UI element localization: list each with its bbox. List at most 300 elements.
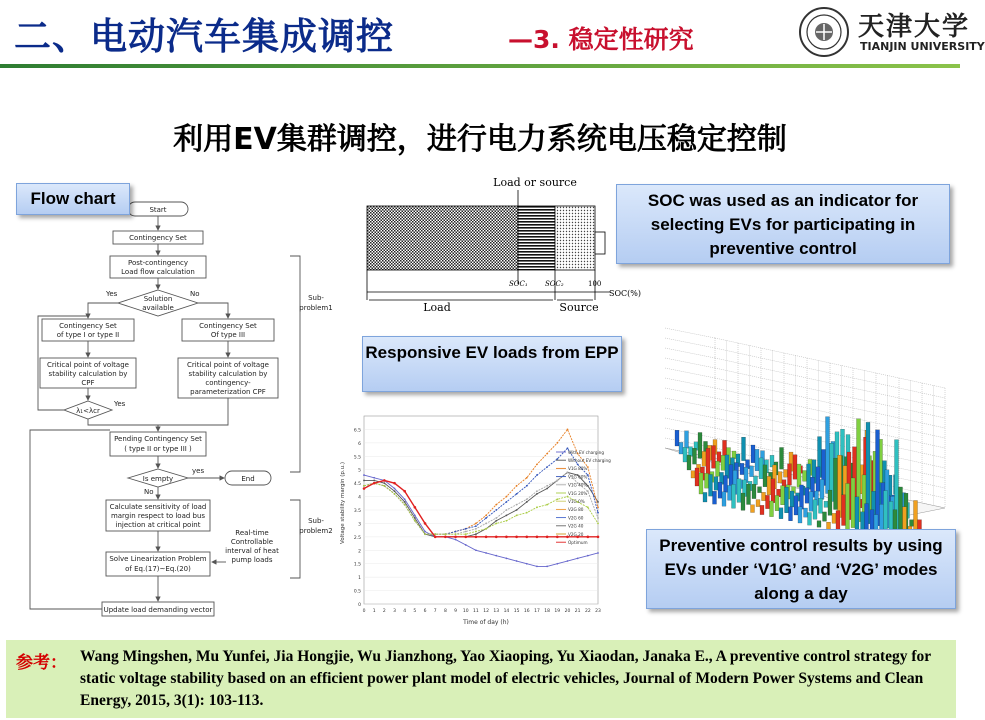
load-source-diagram (355, 176, 642, 316)
x-tick-label: 17 (534, 609, 540, 614)
legend-entry: V2G 40 (568, 523, 584, 529)
transition-region (518, 206, 555, 270)
data-point (526, 563, 528, 565)
3d-bar (702, 451, 706, 466)
data-point (363, 487, 366, 490)
svg-text:Yes: Yes (114, 400, 126, 408)
3d-bar (752, 484, 756, 498)
3d-bar (803, 471, 807, 482)
data-point (495, 555, 497, 557)
data-point (577, 463, 579, 465)
x-tick-label: 7 (433, 609, 437, 614)
3d-bar (722, 492, 726, 506)
3d-bar (758, 487, 762, 493)
3d-bar (709, 474, 713, 496)
y-tick-label: 6 (358, 441, 361, 447)
data-point (434, 536, 437, 539)
3d-bar (706, 448, 710, 474)
3d-bar (805, 488, 809, 504)
svg-text:Source: Source (559, 301, 599, 314)
data-point (383, 479, 386, 482)
x-tick-label: 8 (443, 609, 447, 614)
data-point (383, 482, 385, 484)
3d-bar (691, 471, 695, 478)
y-tick-label: 6.5 (353, 428, 361, 434)
data-point (373, 480, 375, 482)
3d-bar (763, 465, 767, 487)
data-point (394, 493, 396, 495)
data-point (394, 490, 396, 492)
svg-text:yes: yes (192, 467, 205, 475)
data-point (526, 501, 528, 503)
3d-bar (828, 490, 832, 515)
data-point (597, 536, 600, 539)
svg-text:interval of heat: interval of heat (225, 547, 279, 555)
flow-chart-label: Flow chart (16, 183, 130, 215)
3d-bar (817, 521, 821, 528)
svg-text:SOC₁: SOC₁ (509, 280, 528, 288)
3d-bar (788, 464, 792, 485)
3d-bar (781, 486, 785, 505)
data-point (403, 490, 406, 493)
line-chart-ylabel: Voltage stability margin (p.u.) (340, 462, 346, 544)
x-tick-label: 5 (413, 609, 417, 614)
data-point (393, 482, 396, 485)
3d-bar (751, 445, 755, 463)
data-point (516, 485, 518, 487)
data-point (556, 480, 558, 482)
3d-bar (780, 447, 784, 469)
x-tick-label: 23 (595, 609, 601, 614)
header-divider (0, 64, 960, 68)
3d-bar (838, 455, 842, 517)
3d-bar (800, 485, 804, 509)
x-tick-label: 4 (403, 609, 407, 614)
3d-bar (767, 476, 771, 494)
data-point (516, 509, 518, 511)
y-tick-label: 2 (358, 549, 361, 555)
3d-bar (732, 484, 736, 508)
x-tick-label: 9 (454, 609, 458, 614)
3d-bar (754, 476, 758, 485)
data-point (526, 512, 528, 514)
3d-bar (793, 455, 797, 480)
svg-text:Calculate sensitivity of load: Calculate sensitivity of load (109, 503, 207, 511)
data-point (424, 531, 426, 533)
svg-text:margin respect to load bus: margin respect to load bus (110, 512, 206, 520)
3d-bar (679, 442, 683, 454)
university-name-cn: 天津大学 (858, 12, 971, 42)
data-point (424, 522, 427, 525)
legend-entry: V2G 60 (568, 515, 584, 521)
data-point (546, 466, 548, 468)
x-tick-label: 22 (584, 609, 591, 614)
data-point (556, 458, 558, 460)
data-point (597, 552, 599, 554)
data-point (404, 501, 406, 503)
data-point (475, 536, 478, 539)
data-point (465, 533, 467, 535)
data-point (525, 536, 528, 539)
3d-bar (771, 479, 775, 503)
3d-bar (755, 449, 759, 470)
3d-bar (798, 507, 802, 523)
data-point (495, 520, 497, 522)
data-point (536, 490, 538, 492)
svg-text:λ₁<λcr: λ₁<λcr (76, 407, 100, 415)
data-point (485, 528, 487, 530)
data-point (465, 544, 467, 546)
data-point (567, 472, 569, 474)
3d-bar (819, 498, 823, 513)
data-point (434, 533, 436, 535)
3d-bar (861, 512, 865, 530)
x-tick-label: 12 (483, 609, 489, 614)
x-tick-label: 15 (513, 609, 520, 614)
university-seal-icon (798, 6, 850, 58)
svg-text:available: available (142, 304, 174, 312)
data-point (567, 496, 569, 498)
x-tick-label: 14 (503, 609, 510, 614)
fc-contingency-set-text: Contingency Set (129, 234, 187, 242)
3d-bar (741, 493, 745, 510)
3d-bar (712, 446, 716, 469)
data-point (505, 536, 508, 539)
svg-text:parameterization CPF: parameterization CPF (190, 388, 266, 396)
data-point (373, 477, 375, 479)
data-point (485, 536, 488, 539)
data-point (587, 506, 589, 508)
x-tick-label: 13 (493, 609, 500, 614)
line-chart-xlabel: Time of day (h) (463, 619, 509, 626)
data-point (495, 504, 497, 506)
data-point (597, 512, 599, 514)
svg-text:Real-time: Real-time (235, 529, 269, 537)
3d-bar (714, 477, 718, 491)
3d-bar (823, 512, 827, 521)
3d-bar (717, 452, 721, 463)
reference-label: 参考： (16, 653, 67, 673)
svg-text:contingency-: contingency- (205, 379, 251, 387)
3d-bar (723, 440, 727, 456)
data-point (516, 504, 518, 506)
data-point (475, 528, 477, 530)
data-point (475, 525, 477, 527)
data-point (414, 520, 416, 522)
3d-bar (770, 501, 774, 517)
3d-bar (693, 448, 697, 464)
flowchart-diagram (10, 200, 340, 620)
svg-text:Solution: Solution (143, 295, 173, 303)
x-tick-label: 11 (473, 609, 479, 614)
data-point (536, 506, 538, 508)
3d-bar (713, 491, 717, 504)
svg-text:Sub-: Sub- (308, 517, 324, 525)
3d-bar (759, 458, 763, 479)
data-point (485, 517, 487, 519)
3d-bar (685, 431, 689, 448)
data-point (597, 501, 599, 503)
3d-bar (687, 455, 691, 470)
data-point (495, 509, 497, 511)
data-point (404, 504, 406, 506)
x-tick-label: 18 (544, 609, 550, 614)
data-point (424, 533, 426, 535)
legend-entry: With EV charging (568, 449, 604, 455)
y-tick-label: 3 (358, 522, 361, 528)
svg-text:CPF: CPF (81, 379, 95, 387)
3d-bar (716, 461, 720, 476)
data-point (587, 536, 590, 539)
data-point (455, 533, 457, 535)
data-point (465, 528, 467, 530)
data-point (536, 493, 538, 495)
3d-bar (705, 473, 709, 488)
3d-bar (724, 476, 728, 493)
data-point (475, 531, 477, 533)
data-point (536, 474, 538, 476)
y-tick-label: 0 (358, 603, 361, 608)
3d-bar (804, 508, 808, 517)
data-point (516, 560, 518, 562)
svg-text:Sub-: Sub- (308, 294, 324, 302)
svg-text:No: No (190, 290, 200, 298)
svg-text:Contingency Set: Contingency Set (59, 322, 117, 330)
data-point (526, 477, 528, 479)
y-tick-label: 1 (358, 576, 361, 582)
3d-bar (778, 472, 782, 483)
3d-bar (725, 455, 729, 478)
data-point (506, 496, 508, 498)
3d-bar (698, 432, 702, 458)
3d-bar (851, 478, 855, 528)
svg-text:Load flow calculation: Load flow calculation (121, 268, 195, 276)
university-name-en: TIANJIN UNIVERSITY (860, 40, 985, 53)
svg-text:stability calculation by: stability calculation by (48, 370, 128, 378)
y-tick-label: 1.5 (353, 562, 361, 568)
data-point (455, 539, 457, 541)
data-point (475, 523, 477, 525)
y-tick-label: 0.5 (353, 589, 361, 595)
legend-entry: V1G 60% (568, 474, 588, 480)
svg-text:Of type III: Of type III (210, 331, 246, 339)
x-tick-label: 2 (382, 609, 386, 614)
x-tick-label: 10 (462, 609, 469, 614)
data-point (597, 506, 599, 508)
3d-bar (808, 512, 812, 525)
slide-header (0, 0, 985, 72)
3d-bar (728, 485, 732, 500)
data-point (454, 536, 457, 539)
3d-bar (807, 464, 811, 489)
legend-entry: V1G 20% (568, 490, 588, 496)
svg-text:100: 100 (588, 280, 602, 288)
data-point (465, 531, 467, 533)
3d-bar (703, 492, 707, 502)
legend-entry: Optimum (568, 540, 588, 545)
3d-bar (809, 492, 813, 512)
data-point (567, 560, 569, 562)
3d-bar (683, 447, 687, 462)
svg-text:Yes: Yes (106, 290, 118, 298)
svg-text:injection at critical point: injection at critical point (115, 521, 201, 529)
legend-entry: V2G 80 (568, 507, 584, 513)
3d-bar (751, 505, 755, 513)
svg-text:Critical point of voltage: Critical point of voltage (187, 361, 269, 369)
svg-text:pump loads: pump loads (231, 556, 273, 564)
data-point (485, 552, 487, 554)
3d-bar (794, 496, 798, 515)
source-region (555, 206, 595, 270)
x-tick-label: 16 (523, 609, 530, 614)
3d-bar (826, 417, 830, 494)
y-tick-label: 4 (358, 495, 361, 501)
svg-text:Controllable: Controllable (230, 538, 274, 546)
y-tick-label: 3.5 (353, 509, 361, 514)
y-tick-label: 4.5 (353, 482, 361, 488)
svg-text:No: No (144, 488, 154, 496)
x-tick-label: 21 (574, 609, 581, 614)
data-point (516, 514, 518, 516)
3d-bar (834, 458, 838, 509)
y-tick-label: 2.5 (353, 535, 361, 541)
data-point (383, 485, 385, 487)
svg-text:Update load demanding vector: Update load demanding vector (103, 606, 213, 614)
legend-entry: Without EV charging (568, 458, 611, 463)
data-point (394, 488, 396, 490)
responsive-ev-note: Responsive EV loads from EPP (362, 336, 622, 392)
data-point (475, 533, 477, 535)
fc-start-text: Start (149, 206, 167, 214)
svg-text:( type II or type III ): ( type II or type III ) (124, 445, 192, 453)
svg-text:SOC₂: SOC₂ (545, 280, 564, 288)
3d-bar (842, 495, 846, 526)
load-diagram-title: Load or source (493, 176, 577, 189)
data-point (515, 536, 518, 539)
data-point (414, 514, 416, 516)
data-point (363, 480, 365, 482)
legend-entry: V2G 20 (568, 531, 584, 537)
page-heading: 利用EV集群调控，进行电力系统电压稳定控制 (173, 122, 787, 157)
3d-bar (695, 468, 699, 486)
data-point (464, 536, 467, 539)
data-point (516, 493, 518, 495)
load-region (367, 206, 518, 270)
svg-text:End: End (241, 475, 255, 483)
3d-bar (797, 464, 801, 487)
svg-text:stability calculation by: stability calculation by (188, 370, 268, 378)
data-point (373, 482, 376, 485)
x-tick-label: 19 (554, 609, 561, 614)
3d-bar (747, 484, 751, 504)
3d-bar (779, 508, 783, 519)
data-point (546, 536, 549, 539)
data-point (414, 517, 416, 519)
x-tick-label: 20 (564, 609, 571, 614)
data-point (546, 485, 548, 487)
data-point (495, 523, 497, 525)
data-point (577, 557, 579, 559)
3d-bar (775, 495, 779, 510)
data-point (455, 531, 457, 533)
svg-text:Is empty: Is empty (142, 475, 174, 483)
data-point (587, 555, 589, 557)
3d-bar (790, 491, 794, 507)
3d-bar (742, 437, 746, 461)
data-point (506, 514, 508, 516)
3d-bar (813, 500, 817, 520)
3d-bar (846, 483, 850, 533)
3d-bar (689, 447, 693, 456)
svg-text:problem1: problem1 (299, 304, 333, 312)
3d-bar (824, 501, 828, 507)
3d-bar (675, 430, 679, 446)
data-point (506, 557, 508, 559)
data-point (546, 453, 548, 455)
3d-bar (699, 473, 703, 494)
3d-bar (762, 492, 766, 500)
data-point (495, 517, 497, 519)
3d-bar (832, 513, 836, 523)
svg-text:Solve Linearization Problem: Solve Linearization Problem (109, 555, 207, 563)
3d-bar (732, 451, 736, 459)
x-tick-label: 3 (393, 609, 396, 614)
data-point (475, 549, 477, 551)
data-point (414, 506, 417, 509)
svg-text:of Eq.(17)~Eq.(20): of Eq.(17)~Eq.(20) (125, 565, 191, 573)
data-point (526, 485, 528, 487)
slide-title: 二、电动汽车集成调控 (14, 15, 394, 58)
svg-text:Post-contingency: Post-contingency (127, 259, 189, 267)
svg-text:Pending Contingency Set: Pending Contingency Set (114, 435, 202, 443)
data-point (556, 442, 558, 444)
3d-bar (816, 467, 820, 492)
3d-bar (729, 465, 733, 487)
data-point (506, 501, 508, 503)
svg-text:problem2: problem2 (299, 527, 333, 535)
data-point (567, 429, 569, 431)
legend-entry: V1G 80% (568, 466, 588, 472)
data-point (444, 533, 446, 535)
data-point (536, 566, 538, 568)
svg-text:Contingency Set: Contingency Set (199, 322, 257, 330)
data-point (546, 504, 548, 506)
3d-bar (820, 479, 824, 499)
data-point (404, 498, 406, 500)
legend-entry: V1G 40% (568, 482, 588, 488)
data-point (485, 514, 487, 516)
3d-bar (718, 482, 722, 498)
y-tick-label: 5.5 (353, 455, 361, 461)
3d-bar (876, 430, 880, 526)
data-point (546, 488, 548, 490)
data-point (495, 536, 498, 539)
3d-bar (740, 463, 744, 474)
y-tick-label: 5 (358, 468, 361, 474)
3d-bar (737, 479, 741, 503)
data-point (485, 523, 487, 525)
data-point (444, 536, 447, 539)
data-point (556, 498, 558, 500)
data-point (363, 485, 365, 487)
data-point (546, 566, 548, 568)
3d-bar (721, 455, 725, 470)
preventive-control-note: Preventive control results by using EVs under ‘V1G’ and ‘V2G’ modes along a day (646, 529, 956, 609)
svg-text:SOC(%): SOC(%) (609, 289, 642, 298)
data-point (526, 498, 528, 500)
x-tick-label: 6 (423, 609, 427, 614)
data-point (556, 536, 559, 539)
